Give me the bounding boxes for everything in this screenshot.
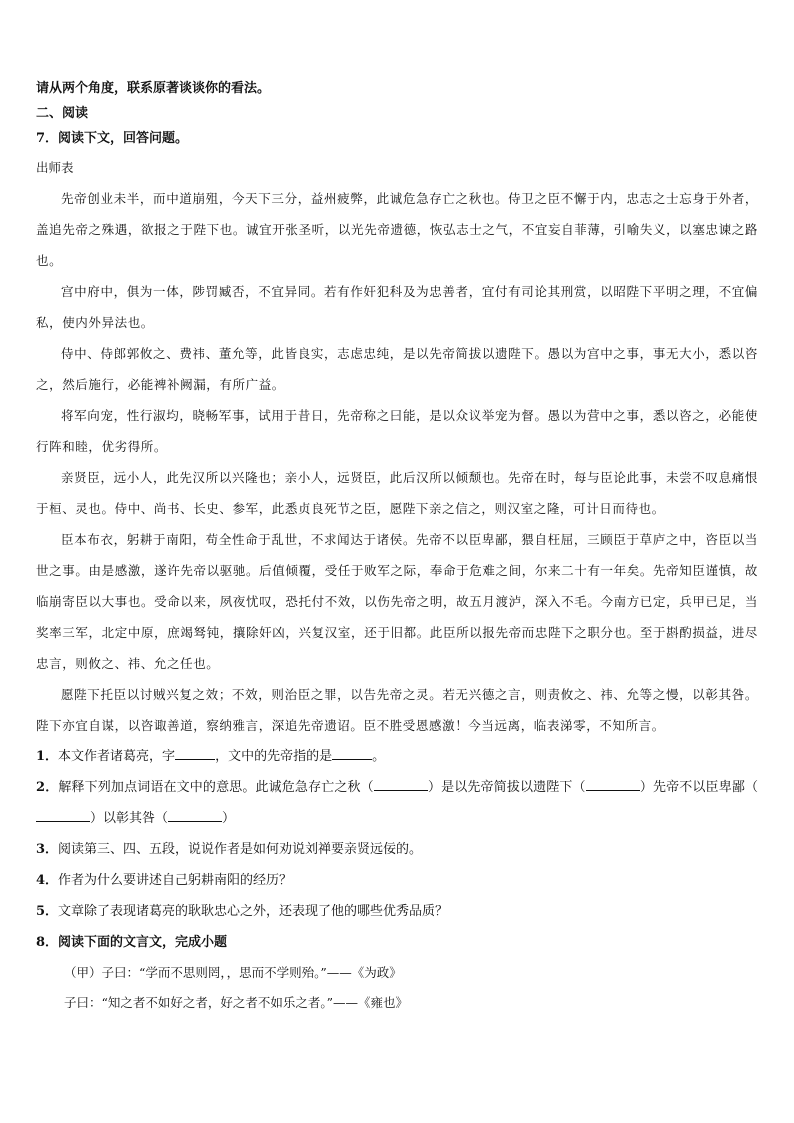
question-3-text: 阅读第三、四、五段，说说作者是如何劝说刘禅要亲贤远佞的。 xyxy=(58,842,423,857)
paragraph-1: 先帝创业未半，而中道崩殂，今天下三分，益州疲弊，此诚危急存亡之秋也。侍卫之臣不懈于内，忠志之士忘身于外者，盖追先帝之殊遇，欲报之于陛下也。诚宜开张圣听，以光先帝遗德，恢弘志士之气，不宜妄自菲薄，引喻失义，以塞忠谏之路也。 xyxy=(36,191,758,268)
answer-blank[interactable] xyxy=(36,821,90,822)
intro-line: 请从两个角度，联系原著谈谈你的看法。 xyxy=(36,81,271,96)
quote-2: 子曰：“知之者不如好之者，好之者不如乐之者。”——《雍也》 xyxy=(64,995,409,1010)
paragraph-3: 侍中、侍郎郭攸之、费祎、董允等，此皆良实，志虑忠纯，是以先帝简拔以遗陛下。愚以为宫中之事，事无大小，悉以咨之，然后施行，必能裨补阙漏，有所广益。 xyxy=(36,346,758,392)
text-title: 出师表 xyxy=(36,160,74,175)
question-5-text: 文章除了表现诸葛亮的耿耿忠心之外，还表现了他的哪些优秀品质？ xyxy=(58,904,449,919)
answer-blank[interactable] xyxy=(586,790,640,791)
question-1-number: 1． xyxy=(36,749,59,764)
paragraph-4: 将军向宠，性行淑均，晓畅军事，试用于昔日，先帝称之曰能，是以众议举宠为督。愚以为营中之事，悉以咨之，必能使行阵和睦，优劣得所。 xyxy=(36,408,758,454)
question-2-text-d: ）以彰其咎（ xyxy=(90,811,169,826)
question-2-text-c: ）先帝不以臣卑鄙（ xyxy=(639,780,758,795)
answer-blank[interactable] xyxy=(175,759,215,760)
question-2-text-e: ） xyxy=(222,811,236,826)
quote-1: （甲）子曰：“学而不思则罔，，思而不学则殆。”——《为政》 xyxy=(64,965,402,980)
question-5-number: 5． xyxy=(36,904,59,919)
question-5 xyxy=(36,896,758,927)
question-4-number: 4． xyxy=(36,873,59,888)
section-heading: 二、阅读 xyxy=(36,106,89,121)
question-2 xyxy=(36,772,758,834)
question-8-heading: 8．阅读下面的文言文，完成小题 xyxy=(36,935,228,950)
paragraph-6: 臣本布衣，躬耕于南阳，苟全性命于乱世，不求闻达于诸侯。先帝不以臣卑鄙，猥自枉屈，三顾臣于草庐之中，咨臣以当世之事。由是感激，遂许先帝以驱驰。后值倾覆，受任于败军之际，奉命于危难之间，尔来二十有一年矣。先帝知臣谨慎，故临崩寄臣以大事也。受命以来，夙夜忧叹，恐托付不效，以伤先帝之明，故五月渡泸，深入不毛。今南方已定，兵甲已足，当奖率三军，北定中原，庶竭驽钝，攘除奸凶，兴复汉室，还于旧都。此臣所以报先帝而忠陛下之职分也。至于斟酌损益，进尽忠言，则攸之、祎、允之任也。 xyxy=(36,532,758,671)
question-3-number: 3． xyxy=(36,842,59,857)
paragraph-2: 宫中府中，俱为一体，陟罚臧否，不宜异同。若有作奸犯科及为忠善者，宜付有司论其刑赏，以昭陛下平明之理，不宜偏私，使内外异法也。 xyxy=(36,284,758,330)
answer-blank[interactable] xyxy=(168,821,222,822)
question-1 xyxy=(36,741,758,772)
question-4 xyxy=(36,865,758,896)
paragraph-7: 愿陛下托臣以讨贼兴复之效；不效，则治臣之罪，以告先帝之灵。若无兴德之言，则责攸之、祎、允等之慢，以彰其咎。陛下亦宜自谋，以咨诹善道，察纳雅言，深追先帝遗诏。臣不胜受恩感激！今当远离，临表涕零，不知所言。 xyxy=(36,687,758,733)
question-4-text: 作者为什么要讲述自己躬耕南阳的经历？ xyxy=(58,873,293,888)
question-2-text-a: 解释下列加点词语在文中的意思。此诚危急存亡之秋（ xyxy=(58,780,374,795)
question-1-text-b: ，文中的先帝指的是 xyxy=(215,749,333,764)
question-1-text-a: 本文作者诸葛亮，字 xyxy=(58,749,176,764)
question-3 xyxy=(36,834,758,865)
paragraph-5: 亲贤臣，远小人，此先汉所以兴隆也；亲小人，远贤臣，此后汉所以倾颓也。先帝在时，每与臣论此事，未尝不叹息痛恨于桓、灵也。侍中、尚书、长史、参军，此悉贞良死节之臣，愿陛下亲之信之，则汉室之隆，可计日而待也。 xyxy=(36,470,758,516)
question-7-heading: 7．阅读下文，回答问题。 xyxy=(36,131,189,146)
question-2-number: 2． xyxy=(36,780,59,795)
question-1-text-c: 。 xyxy=(372,749,386,764)
question-2-text-b: ）是以先帝简拔以遗陛下（ xyxy=(427,780,586,795)
answer-blank[interactable] xyxy=(374,790,428,791)
answer-blank[interactable] xyxy=(332,759,372,760)
